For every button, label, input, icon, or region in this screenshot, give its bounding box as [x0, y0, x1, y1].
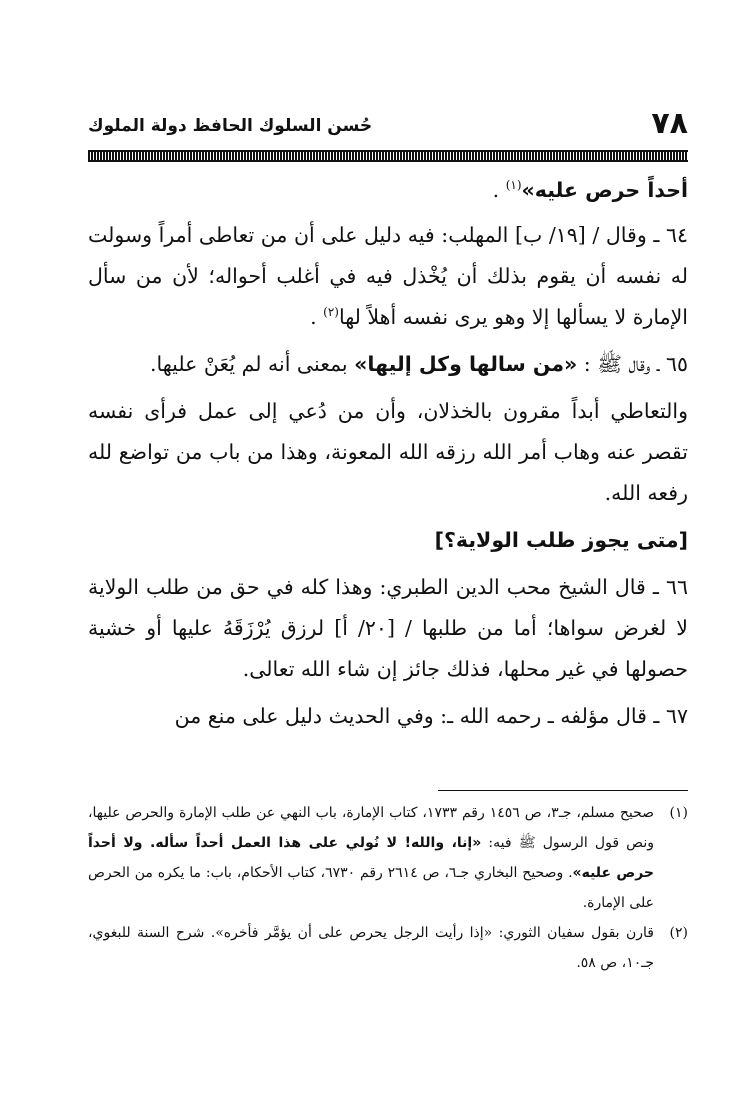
footnote-divider [438, 790, 688, 791]
footnote-number: (١) [669, 805, 688, 821]
paragraph-65-end: بمعنى أنه لم يُعَنْ عليها. [149, 352, 355, 376]
footnote-text: . وصحيح البخاري جـ٦، ص ٢٦١٤ رقم ٦٧٣٠، كتاب الأحكام، باب: ما يكره من الحرص على الإمارة. [88, 865, 654, 911]
main-text [88, 170, 688, 743]
paragraph-65 [88, 344, 688, 385]
section-heading: [متى يجوز طلب الولاية؟] [434, 528, 688, 552]
paragraph-end: . [310, 305, 317, 329]
page-number: ٧٨ [651, 106, 688, 141]
running-title: حُسن السلوك الحافظ دولة الملوك [88, 116, 373, 136]
paragraph-67: ٦٧ ـ قال مؤلفه ـ رحمه الله ـ: وفي الحديث دليل على منع من [174, 704, 688, 728]
footnote-number: (٢) [669, 925, 688, 941]
footnote-text: صحيح مسلم، جـ٣، ص ١٤٥٦ رقم ١٧٣٣، كتاب الإمارة، باب النهي عن طلب الإمارة والحرص عليها، ونص قول الرسول ﷺ فيه: [88, 805, 655, 851]
footnote-2 [88, 918, 688, 978]
footnote-text: قارن بقول سفيان الثوري: «إذا رأيت الرجل يحرص على أن يؤمَّر فأخره». شرح السنة للبغوي، جـ١٠، ص ٥٨. [88, 925, 654, 971]
paragraph-66: ٦٦ ـ قال الشيخ محب الدين الطبري: وهذا كله في حق من طلب الولاية لا لغرض سواها؛ أما من طلبها / [٢٠/ أ] لرزق يُرْزَقَهُ عليها أو خشية حصولها في غير محلها، فذلك جائز إن شاء الله تعالى. [88, 575, 688, 681]
footnote-hadith: «إنا، والله! لا نُولي على هذا العمل أحداً سأله. ولا أحداً حرص عليه» [88, 835, 654, 881]
paragraph-continuation [88, 170, 688, 211]
header-rule [88, 150, 688, 162]
footnote-1 [88, 798, 688, 918]
paragraph-64-text: ٦٤ ـ وقال / [١٩/ ب] المهلب: فيه دليل على أن من تعاطى أمراً وسولت له نفسه أن يقوم بذلك أن يُخْذل فيه في أغلب أحواله؛ لأن من سأل الإمارة لا يسألها إلا وهو يرى نفسه أهلاً لها [88, 223, 688, 329]
paragraph-takati: والتعاطي أبداً مقرون بالخذلان، وأن من دُعي إلى عمل فرأى نفسه تقصر عنه وهاب أمر الله رزقه الله المعونة، وهذا من باب من تواضع لله رفعه الله. [88, 399, 688, 505]
footnotes [88, 798, 688, 978]
footnote-ref: (٢) [323, 305, 339, 320]
paragraph-end: . [492, 178, 500, 202]
footnote-ref: (١) [505, 178, 522, 193]
page-header [88, 104, 688, 144]
hadith-quote: أحداً حرص عليه» [521, 178, 688, 202]
paragraph-65-start: ٦٥ ـ وقال ﷺ : [577, 352, 688, 376]
hadith-quote: «من سالها وكل إليها» [354, 352, 578, 376]
paragraph-64 [88, 215, 688, 338]
